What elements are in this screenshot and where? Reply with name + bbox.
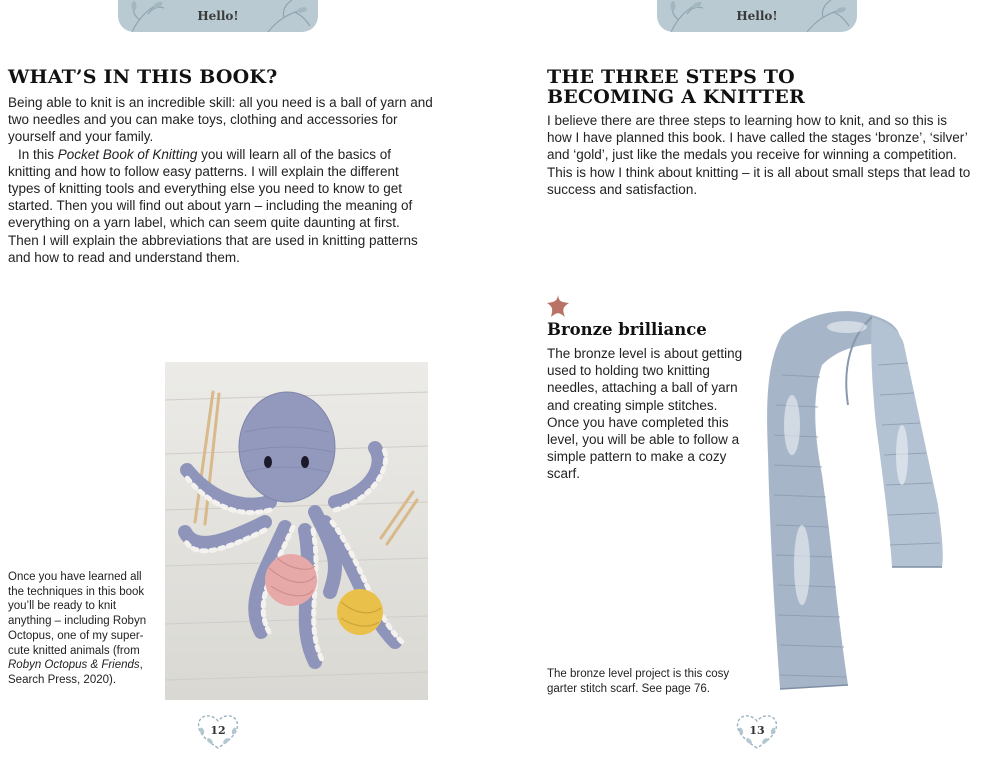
page-number-12: 12	[195, 711, 241, 751]
section-heading	[547, 67, 805, 107]
intro-paragraph-1: Being able to knit is an incredible skill: all you need is a ball of yarn and two needles and you can make toys, clothing and accessories for yourself and your family.	[8, 95, 433, 145]
heading-line-1: THE THREE STEPS TO	[547, 66, 795, 88]
chapter-tab	[657, 0, 857, 32]
caption-book-title: Robyn Octopus & Friends	[8, 659, 140, 672]
scarf-illustration	[752, 305, 1000, 697]
bronze-heading: Bronze brilliance	[547, 320, 707, 339]
section-heading: WHAT’S IN THIS BOOK?	[8, 66, 278, 88]
intro-paragraph-2: In this Pocket Book of Knitting you will learn all of the basics of knitting and how to follow easy patterns. I will explain the different types of knitting tools and everything else you need to know to get started. Then you will find out about yarn – including the meaning of everything on a yarn label, which can seem quite daunting at first. Then I will explain the abbreviations that are used in knitting patterns and how to read and understand them.	[8, 146, 418, 265]
right-page	[500, 0, 1000, 758]
tab-label: Hello!	[736, 9, 778, 23]
intro-text	[8, 94, 433, 266]
chapter-tab	[118, 0, 318, 32]
page-number-13: 13	[734, 711, 780, 751]
scarf-caption: The bronze level project is this cosy garter stitch scarf. See page 76.	[547, 668, 730, 695]
bronze-text: The bronze level is about getting used to holding two knitting needles, attaching a ball of yarn and creating simple stitches. Once you have completed this level, you will be able to follow a simple pattern to make a cozy scarf.	[547, 346, 743, 482]
steps-intro-text: I believe there are three steps to learning how to knit, and so this is how I have planned this book. I have called the stages ‘bronze’, ‘silver’ and ‘gold’, just like the medals you receive for winning a competition. This is how I think about knitting – it is all about small steps that lead to success and satisfaction.	[547, 113, 971, 197]
star-icon	[545, 294, 571, 318]
photo-caption: Once you have learned all the techniques in this book you’ll be ready to knit anything – including Robyn Octopus, one of my super-cute knitted animals (from Robyn Octopus & Friends, Search Press, 2020).	[8, 571, 147, 686]
book-title-italic: Pocket Book of Knitting	[57, 146, 198, 162]
heading-line-2: BECOMING A KNITTER	[547, 86, 805, 108]
octopus-photo	[165, 362, 428, 700]
tab-label: Hello!	[197, 9, 239, 23]
